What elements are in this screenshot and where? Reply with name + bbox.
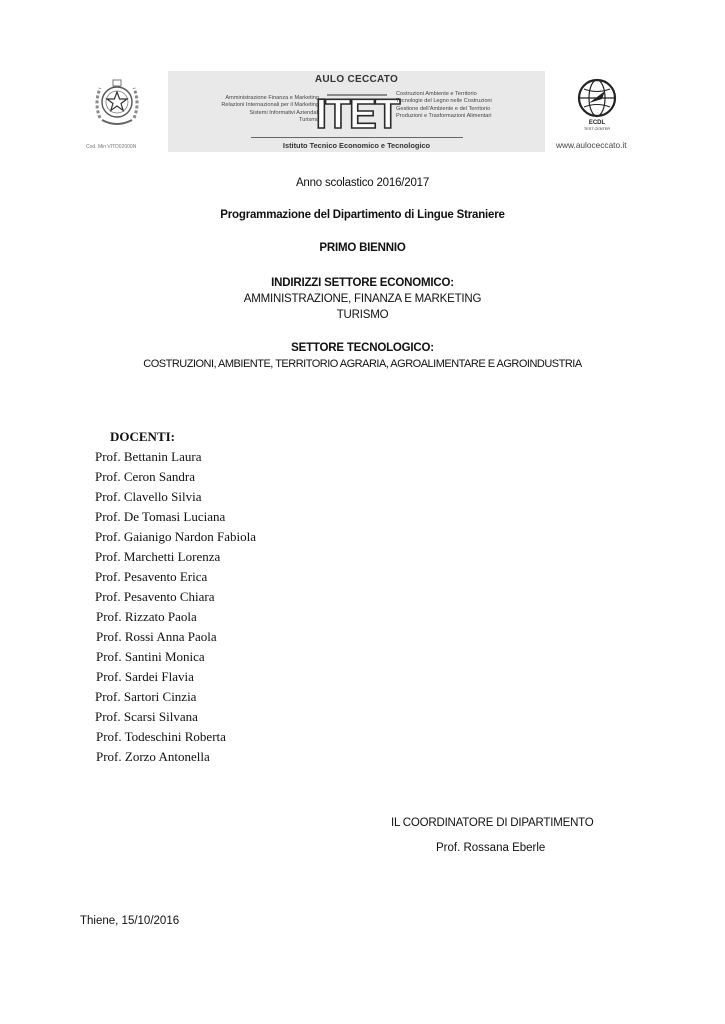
teacher-name: Prof. Bettanin Laura [95, 449, 202, 464]
course-item: Turismo [299, 117, 319, 124]
course-item: Sistemi Informativi Aziendali [249, 109, 319, 116]
economic-sector-heading: INDIRIZZI SETTORE ECONOMICO: [271, 277, 454, 289]
level-heading: PRIMO BIENNIO [319, 242, 406, 254]
tech-sector-heading: SETTORE TECNOLOGICO: [291, 342, 434, 354]
italian-republic-emblem-icon [92, 74, 142, 132]
teacher-name: Prof. Todeschini Roberta [96, 729, 226, 744]
teacher-name: Prof. Scarsi Silvana [95, 709, 198, 724]
itet-logo [315, 89, 399, 137]
course-item: Costruzioni Ambiente e Territorio [396, 91, 477, 97]
teacher-name: Prof. Pesavento Erica [95, 569, 208, 584]
course-item: Gestione dell'Ambiente e del Territorio [396, 105, 491, 112]
teacher-name: Prof. Sardei Flavia [96, 669, 194, 684]
school-website: www.auloceccato.it [556, 140, 627, 150]
teachers-heading: DOCENTI: [110, 429, 176, 444]
course-item: Relazioni Internazionali per il Marketing [221, 102, 319, 109]
course-item: Tecnologie del Legno nelle Costruzioni [396, 98, 492, 105]
teacher-name: Prof. Gaianigo Nardon Fabiola [95, 529, 257, 544]
school-banner [168, 71, 545, 152]
ecdl-globe-icon [575, 77, 619, 119]
teacher-name: Prof. Clavello Silvia [95, 489, 202, 504]
teacher-name: Prof. Ceron Sandra [95, 469, 196, 484]
technological-courses-list [396, 91, 492, 121]
teacher-name: Prof. Rossi Anna Paola [96, 629, 217, 644]
banner-divider [251, 137, 463, 138]
coordinator-name: Prof. Rossana Eberle [436, 842, 546, 854]
economic-sector-line: TURISMO [336, 309, 389, 321]
ecdl-label: ECDL [588, 120, 606, 126]
coordinator-title: IL COORDINATORE DI DIPARTIMENTO [391, 817, 594, 829]
teacher-name: Prof. Pesavento Chiara [95, 589, 215, 604]
teacher-name: Prof. Santini Monica [96, 649, 205, 664]
economic-sector-line: AMMINISTRAZIONE, FINANZA E MARKETING [243, 293, 482, 305]
tech-sector-line: COSTRUZIONI, AMBIENTE, TERRITORIO AGRARIA, AGROALIMENTARE E AGROINDUSTRIA [143, 358, 582, 370]
teacher-name: Prof. De Tomasi Luciana [95, 509, 226, 524]
ecdl-sublabel: TEST CENTER [583, 127, 611, 131]
course-item: Produzioni e Trasformazioni Alimentari [396, 113, 492, 120]
economic-courses-list [221, 95, 319, 125]
ministry-code: Cod. Min VITD02000N [86, 144, 137, 150]
teacher-name: Prof. Marchetti Lorenza [95, 549, 221, 564]
place-date: Thiene, 15/10/2016 [80, 915, 180, 927]
teacher-name: Prof. Zorzo Antonella [96, 749, 210, 764]
teacher-name: Prof. Sartori Cinzia [95, 689, 197, 704]
emblem-block [86, 72, 148, 150]
school-name: AULO CECCATO [314, 74, 399, 85]
teacher-name: Prof. Rizzato Paola [96, 609, 197, 624]
school-subtitle: Istituto Tecnico Economico e Tecnologico [282, 141, 431, 150]
itet-logo-text: ITET [315, 90, 399, 137]
course-item: Amministrazione Finanza e Marketing [225, 95, 319, 101]
school-year: Anno scolastico 2016/2017 [295, 177, 430, 189]
letterhead [80, 66, 642, 156]
programme-title: Programmazione del Dipartimento di Lingue Straniere [220, 209, 505, 221]
ecdl-block [556, 72, 642, 152]
